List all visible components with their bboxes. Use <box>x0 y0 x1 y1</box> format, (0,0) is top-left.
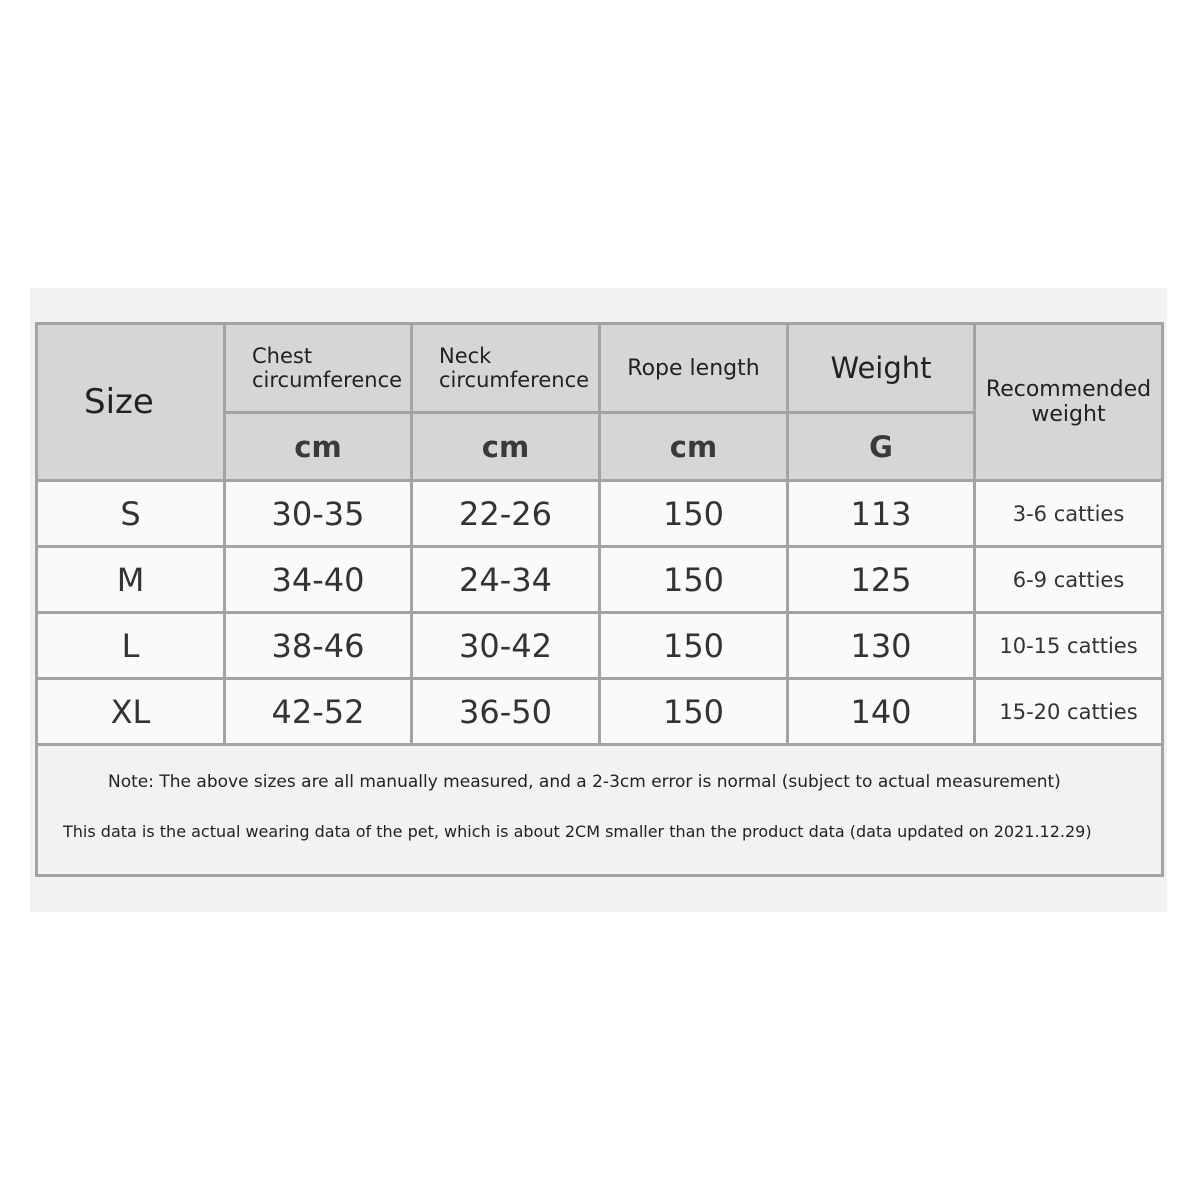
chest-unit: cm <box>225 413 412 481</box>
recommended-cell: 15-20 catties <box>975 679 1163 745</box>
recommended-cell: 10-15 catties <box>975 613 1163 679</box>
size-cell: S <box>37 481 225 547</box>
chest-cell: 34-40 <box>225 547 412 613</box>
rope-header: Rope length <box>600 324 788 413</box>
size-cell: L <box>37 613 225 679</box>
table-row <box>37 613 1163 679</box>
neck-header: Neck circumference <box>412 324 600 413</box>
rope-cell: 150 <box>600 547 788 613</box>
table-row <box>37 679 1163 745</box>
recommended-header: Recommended weight <box>975 324 1163 481</box>
neck-unit: cm <box>412 413 600 481</box>
neck-cell: 24-34 <box>412 547 600 613</box>
size-chart-table <box>35 322 1164 877</box>
notes-row <box>37 745 1163 876</box>
notes-cell <box>37 745 1163 876</box>
weight-cell: 130 <box>788 613 975 679</box>
weight-cell: 113 <box>788 481 975 547</box>
size-cell: M <box>37 547 225 613</box>
rope-cell: 150 <box>600 613 788 679</box>
recommended-cell: 6-9 catties <box>975 547 1163 613</box>
recommended-cell: 3-6 catties <box>975 481 1163 547</box>
note-measurement: Note: The above sizes are all manually measured, and a 2-3cm error is normal (subject to actual measurement) <box>108 772 1061 792</box>
weight-header: Weight <box>788 324 975 413</box>
neck-cell: 30-42 <box>412 613 600 679</box>
size-header: Size <box>37 324 225 481</box>
rope-cell: 150 <box>600 481 788 547</box>
weight-cell: 140 <box>788 679 975 745</box>
rope-unit: cm <box>600 413 788 481</box>
table-row <box>37 547 1163 613</box>
weight-cell: 125 <box>788 547 975 613</box>
chest-cell: 42-52 <box>225 679 412 745</box>
size-cell: XL <box>37 679 225 745</box>
rope-cell: 150 <box>600 679 788 745</box>
weight-unit: G <box>788 413 975 481</box>
chest-cell: 38-46 <box>225 613 412 679</box>
header-row <box>37 324 1163 413</box>
neck-cell: 36-50 <box>412 679 600 745</box>
chest-cell: 30-35 <box>225 481 412 547</box>
chest-header: Chest circumference <box>225 324 412 413</box>
note-wearing-data: This data is the actual wearing data of the pet, which is about 2CM smaller than the product data (data updated on 2021.12.29) <box>63 822 1092 841</box>
neck-cell: 22-26 <box>412 481 600 547</box>
table-row <box>37 481 1163 547</box>
